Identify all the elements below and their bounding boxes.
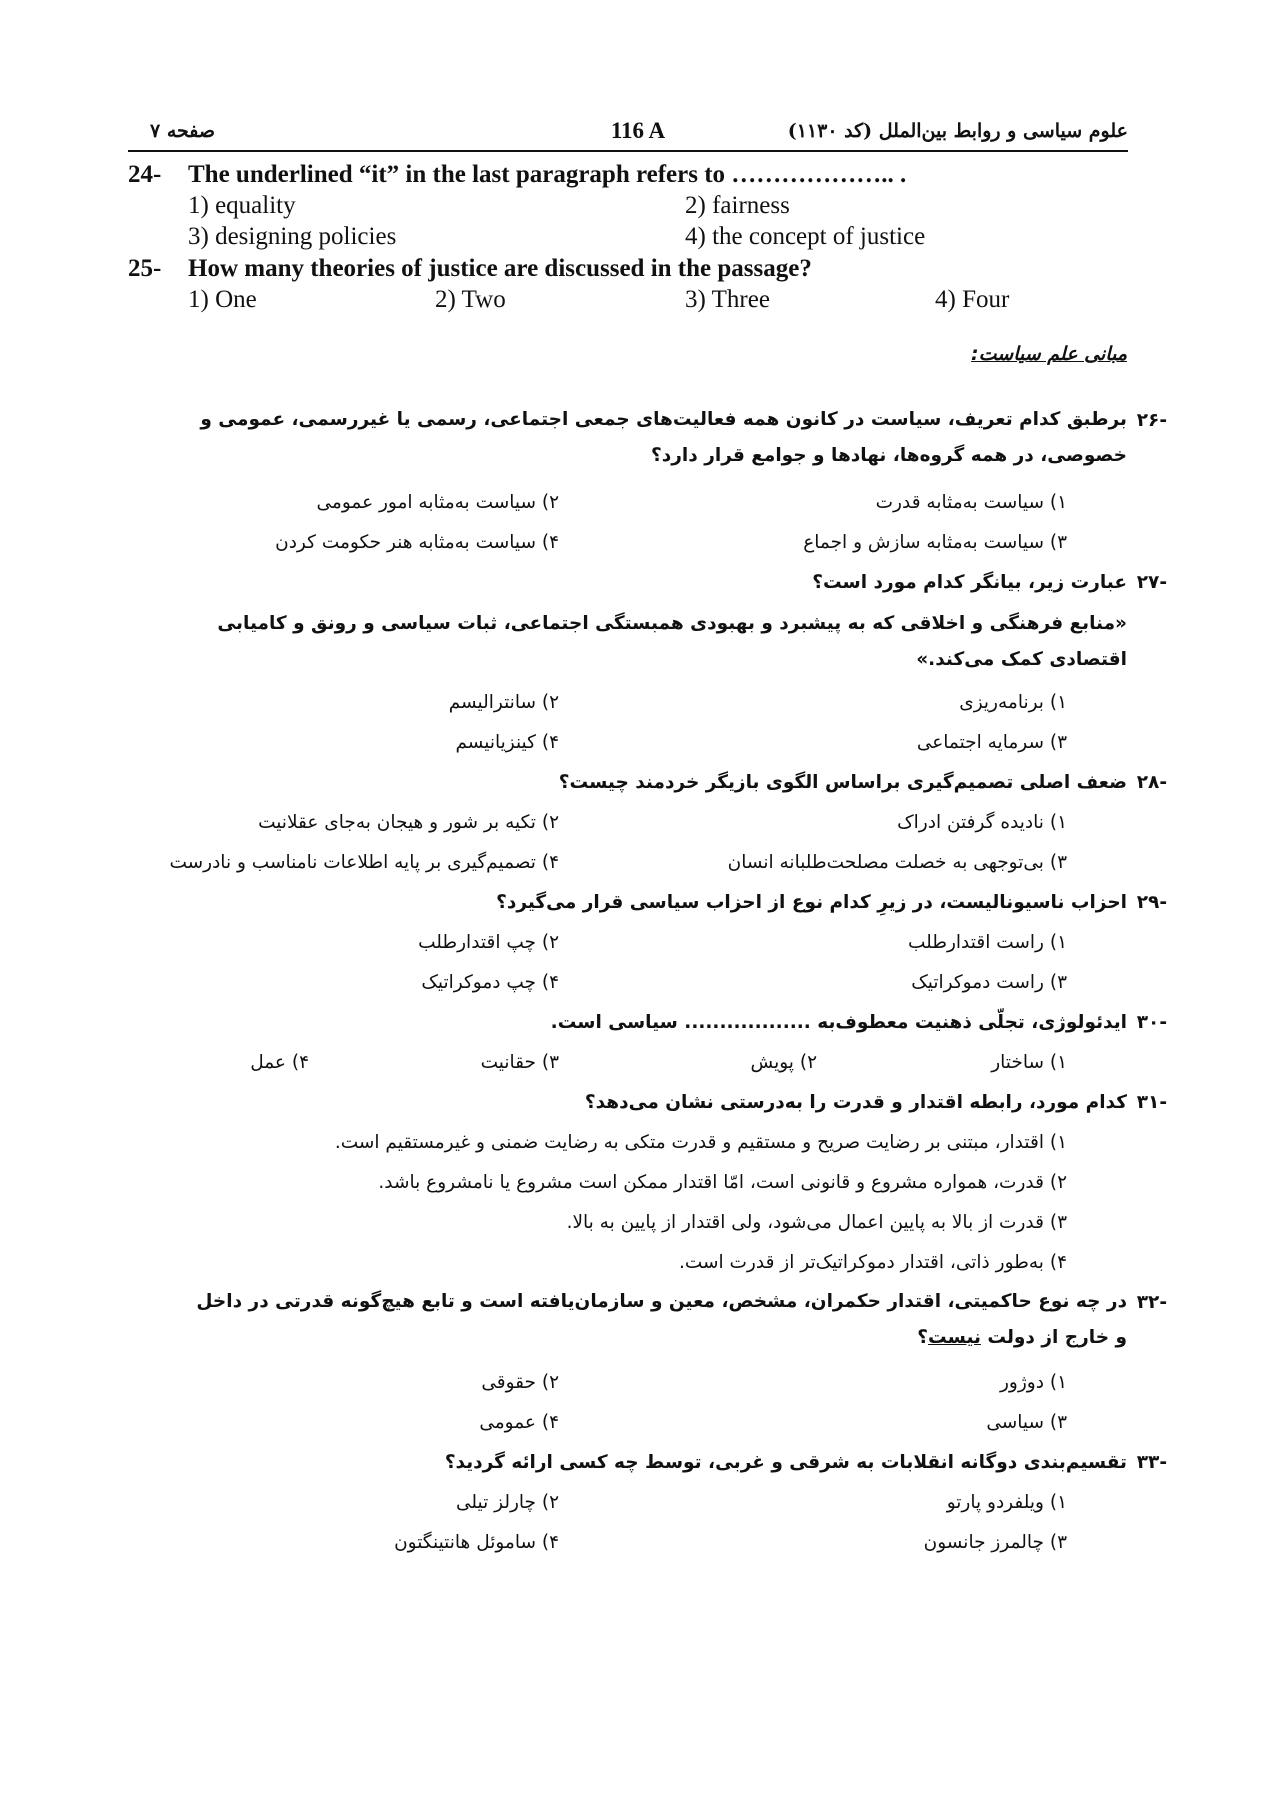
- question-stem: ضعف اصلی تصمیم‌گیری براساس الگوی بازیگر خردمند چیست؟: [558, 772, 1127, 793]
- question-stem: ایدئولوژی، تجلّی ذهنیت معطوف‌به .................. سیاسی است.: [550, 1012, 1127, 1033]
- option: 1) equality: [188, 192, 296, 219]
- question-number: -۲۷: [1136, 572, 1167, 593]
- option: ۱) ویلفردو پارتو: [946, 1492, 1067, 1513]
- question-stem: تقسیم‌بندی دوگانه انقلابات به شرقی و غربی، توسط چه کسی ارائه گردید؟: [444, 1452, 1127, 1473]
- option: 3) designing policies: [188, 223, 397, 250]
- course-title: علوم سیاسی و روابط بین‌الملل (کد ۱۱۳۰): [787, 120, 1128, 142]
- question-number: -۳۳: [1136, 1452, 1167, 1473]
- question-stem: عبارت زیر، بیانگر کدام مورد است؟: [812, 572, 1127, 593]
- stem-line-start: و خارج از دولت: [980, 1327, 1127, 1348]
- option: ۱) نادیده گرفتن ادراک: [897, 812, 1067, 833]
- question-number: 25-: [128, 255, 162, 282]
- option: 2) Two: [435, 286, 506, 313]
- stem-line: برطبق کدام تعریف، سیاست در کانون همه فعالیت‌های جمعی اجتماعی، رسمی یا غیررسمی، عمومی و: [200, 409, 1127, 430]
- option: ۱) دوژور: [999, 1372, 1067, 1393]
- option: ۲) قدرت، همواره مشروع و قانونی است، امّا اقتدار ممکن است مشروع یا نامشروع باشد.: [378, 1172, 1067, 1193]
- option: 3) Three: [685, 286, 770, 313]
- question-quote: [137, 606, 1127, 678]
- question-stem: [137, 1284, 1127, 1356]
- option: ۱) راست اقتدارطلب: [907, 932, 1067, 953]
- option: ۴) عمومی: [479, 1412, 559, 1433]
- question-stem: The underlined “it” in the last paragraph refers to ……………….. .: [188, 161, 907, 188]
- stem-underlined-word: نیست: [928, 1327, 981, 1348]
- stem-line: خصوصی، در همه گروه‌ها، نهادها و جوامع قرار دارد؟: [651, 445, 1127, 466]
- question-stem: How many theories of justice are discussed in the passage?: [188, 255, 812, 282]
- stem-line: در چه نوع حاکمیتی، اقتدار حکمران، مشخص، معین و سازمان‌یافته است و تابع هیچ‌گونه قدرتی در داخل: [196, 1291, 1127, 1312]
- option: ۳) چالمرز جانسون: [923, 1532, 1067, 1553]
- option: ۱) ساختار: [991, 1052, 1067, 1073]
- option: ۲) چارلز تیلی: [455, 1492, 559, 1513]
- question-stem: کدام مورد، رابطه اقتدار و قدرت را به‌درستی نشان می‌دهد؟: [584, 1092, 1127, 1113]
- option: ۳) سرمایه اجتماعی: [916, 732, 1067, 753]
- option: ۳) راست دموکراتیک: [911, 972, 1067, 993]
- section-title: مبانی علم سیاست:: [971, 343, 1127, 365]
- option: ۴) ساموئل هانتینگتون: [394, 1532, 559, 1553]
- question-number: -۲۸: [1136, 772, 1167, 793]
- option: ۴) عمل: [250, 1052, 309, 1073]
- question-number: -۳۲: [1136, 1292, 1167, 1313]
- option: ۳) بی‌توجهی به خصلت مصلحت‌طلبانه انسان: [727, 852, 1067, 873]
- header-divider: [128, 150, 1128, 152]
- question-number: -۳۱: [1136, 1092, 1167, 1113]
- option: 4) Four: [935, 286, 1010, 313]
- question-number: -۳۰: [1136, 1012, 1167, 1033]
- quote-line: «منابع فرهنگی و اخلاقی که به پیشبرد و بهبودی همبستگی اجتماعی، ثبات سیاسی و رونق و کامیابی: [217, 613, 1127, 634]
- question-number: -۲۶: [1136, 410, 1167, 431]
- page-number: صفحه ۷: [150, 120, 216, 142]
- option: ۱) سیاست به‌مثابه قدرت: [875, 492, 1067, 513]
- option: ۴) به‌طور ذاتی، اقتدار دموکراتیک‌تر از قدرت است.: [678, 1252, 1067, 1273]
- option: ۲) سانترالیسم: [448, 692, 559, 713]
- question-number: -۲۹: [1136, 892, 1167, 913]
- option: ۴) کینزیانیسم: [455, 732, 559, 753]
- option: ۲) چپ اقتدارطلب: [418, 932, 559, 953]
- question-stem: احزاب ناسیونالیست، در زیرِ کدام نوع از احزاب سیاسی قرار می‌گیرد؟: [496, 892, 1127, 913]
- option: ۴) چپ دموکراتیک: [421, 972, 559, 993]
- option: ۲) تکیه بر شور و هیجان به‌جای عقلانیت: [258, 812, 559, 833]
- option: ۴) سیاست به‌مثابه هنر حکومت کردن: [275, 532, 559, 553]
- question-stem: [137, 402, 1127, 474]
- option: ۲) سیاست به‌مثابه امور عمومی: [316, 492, 559, 513]
- page-header: [128, 116, 1128, 148]
- quote-line: اقتصادی کمک می‌کند.»: [916, 649, 1127, 670]
- option: ۱) برنامه‌ریزی: [959, 692, 1067, 713]
- option: 2) fairness: [685, 192, 790, 219]
- option: ۱) اقتدار، مبتنی بر رضایت صریح و مستقیم و قدرت متکی به رضایت ضمنی و غیرمستقیم است.: [334, 1132, 1067, 1153]
- option: 4) the concept of justice: [685, 223, 926, 250]
- option: ۳) سیاست به‌مثابه سازش و اجماع: [803, 532, 1067, 553]
- option: ۲) پویش: [750, 1052, 817, 1073]
- booklet-code: 116 A: [610, 118, 666, 143]
- question-number: 24-: [128, 161, 162, 188]
- stem-line-end: ؟: [917, 1327, 929, 1348]
- option: 1) One: [188, 286, 257, 313]
- option: ۳) سیاسی: [986, 1412, 1067, 1433]
- option: ۲) حقوقی: [481, 1372, 559, 1393]
- option: ۳) قدرت از بالا به پایین اعمال می‌شود، ولی اقتدار از پایین به بالا.: [566, 1212, 1067, 1233]
- option: ۴) تصمیم‌گیری بر پایه اطلاعات نامناسب و نادرست: [169, 852, 559, 873]
- option: ۳) حقانیت: [480, 1052, 559, 1073]
